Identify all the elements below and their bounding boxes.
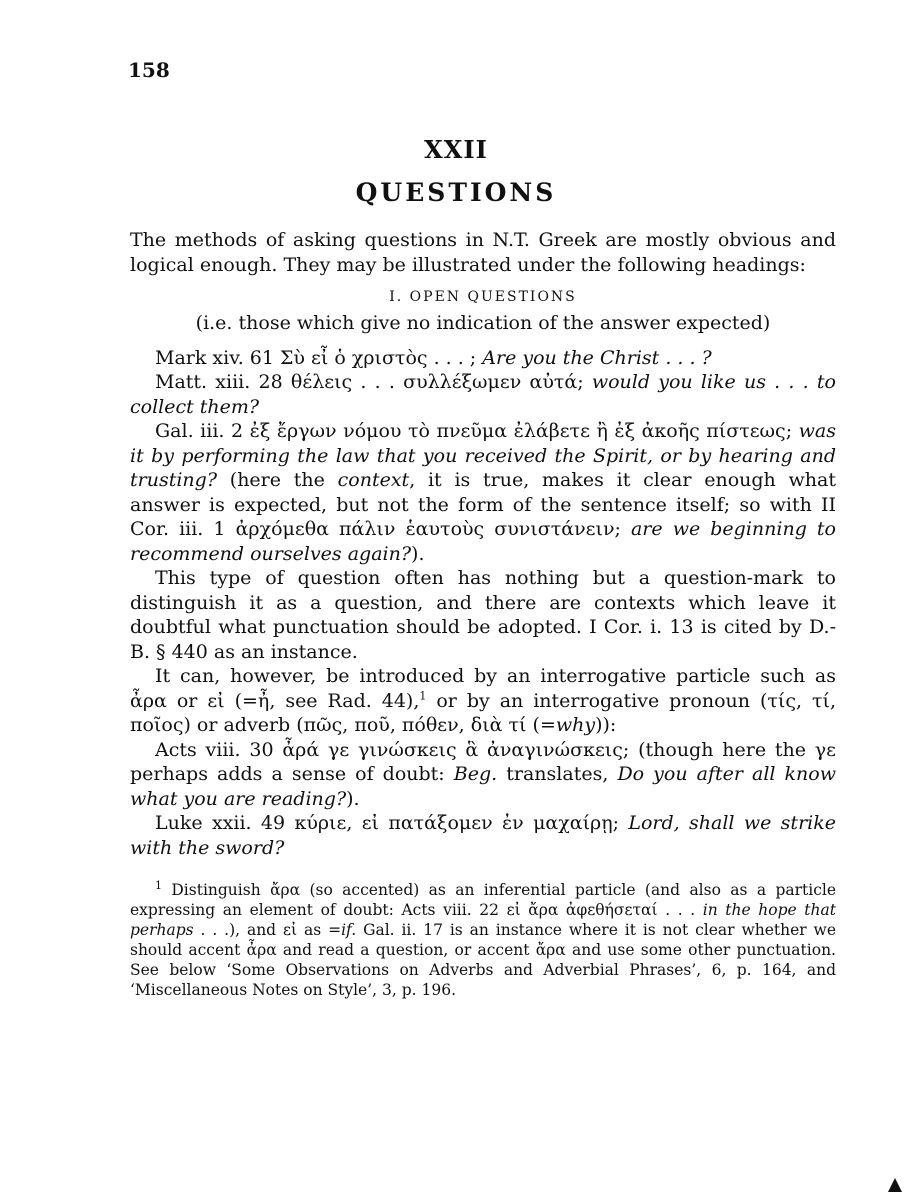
comment-text: ). xyxy=(346,787,360,810)
greek-text: Σὺ εἶ ὁ χριστὸς . . . ; xyxy=(280,346,477,369)
body-text: or xyxy=(176,689,198,712)
chapter-number: XXII xyxy=(424,135,488,164)
translation: are we beginning to recommend ourselves again? xyxy=(130,518,836,565)
emphasis-beg: Beg. xyxy=(453,763,498,785)
greek-text: κύριε, εἰ πατάξομεν ἐν μαχαίρῃ; xyxy=(294,812,619,834)
footnote-text: ), and xyxy=(229,921,277,939)
greek-text: ἄρα xyxy=(270,881,301,899)
greek-text: ἆρα xyxy=(130,689,167,712)
greek-text: εἰ xyxy=(207,689,225,712)
greek-text: ἆρα xyxy=(246,941,277,959)
comment-text: (here the xyxy=(229,469,325,491)
body-text: (= xyxy=(532,714,556,736)
example-ref: Acts viii. 30 xyxy=(155,738,274,761)
comment-text: perhaps adds a sense of doubt: xyxy=(130,763,445,785)
translation: in the hope that perhaps . . . xyxy=(130,901,836,939)
particle-paragraph xyxy=(130,664,836,738)
translation: Lord, shall we strike with the sword? xyxy=(130,812,836,859)
section-heading: I. OPEN QUESTIONS xyxy=(389,289,577,305)
body-text: (= xyxy=(234,689,258,712)
example-ref: Luke xxii. 49 xyxy=(155,812,286,834)
body-text: or by an interrogative pronoun ( xyxy=(436,689,768,712)
footnote xyxy=(130,880,836,1000)
greek-text: ἄρα xyxy=(535,941,566,959)
greek-text: ἀρχόμεθα πάλιν ἑαυτοὺς συνιστάνειν; xyxy=(235,518,621,540)
footnote-ref: 1 xyxy=(419,689,427,703)
page-body xyxy=(130,228,836,1000)
greek-text: πῶς, ποῦ, πόθεν, διὰ τί xyxy=(303,714,527,736)
footnote-text: as = xyxy=(304,921,342,939)
footnote-text: and read a question, or accent xyxy=(282,941,530,959)
comment-text: , it is true, makes it clear enough what answer is expected, but not the form of the sentence itself; so with II Cor. iii. 1 xyxy=(130,469,836,540)
emphasis-if: if. xyxy=(341,921,357,939)
example-matt xyxy=(130,370,836,419)
translation: Do you after all know what you are reading? xyxy=(130,763,836,810)
corner-triangle-mark xyxy=(888,1178,902,1192)
emphasis-why: why xyxy=(555,714,596,736)
page-number: 158 xyxy=(128,58,170,82)
emphasis-context: context xyxy=(337,469,410,491)
example-acts xyxy=(130,738,836,812)
comment-text: (though here the xyxy=(638,738,806,761)
example-ref: Matt. xiii. 28 xyxy=(155,371,283,393)
greek-text: θέλεις . . . συλλέξωμεν αὐτά; xyxy=(290,371,584,393)
translation: would you like us . . . to collect them? xyxy=(130,371,836,418)
greek-text: γε xyxy=(814,738,836,761)
comment-text: translates, xyxy=(506,763,609,785)
example-mark xyxy=(130,346,836,371)
greek-text: εἰ xyxy=(283,921,298,939)
footnote-text: Distinguish xyxy=(171,881,261,899)
body-text: It can, however, be introduced by an interrogative particle such as xyxy=(155,665,836,687)
footnote-mark: 1 xyxy=(155,878,162,892)
greek-text: ἐξ ἔργων νόμου τὸ πνεῦμα ἐλάβετε ἢ ἐξ ἀκοῆς πίστεως; xyxy=(249,420,793,442)
footnote-text: Gal. ii. 17 is an instance where it is not clear whether we should accent xyxy=(130,921,836,959)
greek-text: ἦ xyxy=(257,689,270,712)
type-paragraph: This type of question often has nothing but a question-mark to distinguish it as a question, and there are contexts which leave it doubtful what punctuation should be adopted. I Cor. i. 13 is cited by D.-B. § 440 as an instance. xyxy=(130,567,836,663)
body-text: , see Rad. 44), xyxy=(269,689,420,712)
greek-text: εἰ ἄρα ἀφεθήσεταί . . . xyxy=(506,901,696,919)
example-luke xyxy=(130,811,836,860)
greek-text: ἆρά γε γινώσκεις ἃ ἀναγινώσκεις; xyxy=(282,738,630,761)
greek-text: τίς, τί, ποῖος xyxy=(130,689,836,736)
section-note: (i.e. those which give no indication of the answer expected) xyxy=(195,312,771,334)
comment-text: ). xyxy=(411,542,425,565)
body-text: ) or adverb ( xyxy=(183,714,304,736)
body-text: )): xyxy=(595,714,617,736)
example-ref: Gal. iii. 2 xyxy=(155,420,244,442)
footnote-text: and use some other punctuation. See below ‘Some Observations on Adverbs and Adverbial Phrases’, 6, p. 164, and ‘Miscellaneous Notes on Style’, 3, p. 196. xyxy=(130,941,836,999)
translation: Are you the Christ . . . ? xyxy=(482,346,712,369)
footnote-text: (so accented) as an inferential particle (and also as a particle expressing an element of doubt: Acts viii. 22 xyxy=(130,881,837,919)
chapter-title: QUESTIONS xyxy=(355,178,557,207)
example-gal xyxy=(130,419,836,566)
translation: was it by performing the law that you received the Spirit, or by hearing and trusting? xyxy=(130,420,836,491)
intro-paragraph: The methods of asking questions in N.T. Greek are mostly obvious and logical enough. They may be illustrated under the following headings: xyxy=(130,229,836,276)
example-ref: Mark xiv. 61 xyxy=(155,346,274,369)
